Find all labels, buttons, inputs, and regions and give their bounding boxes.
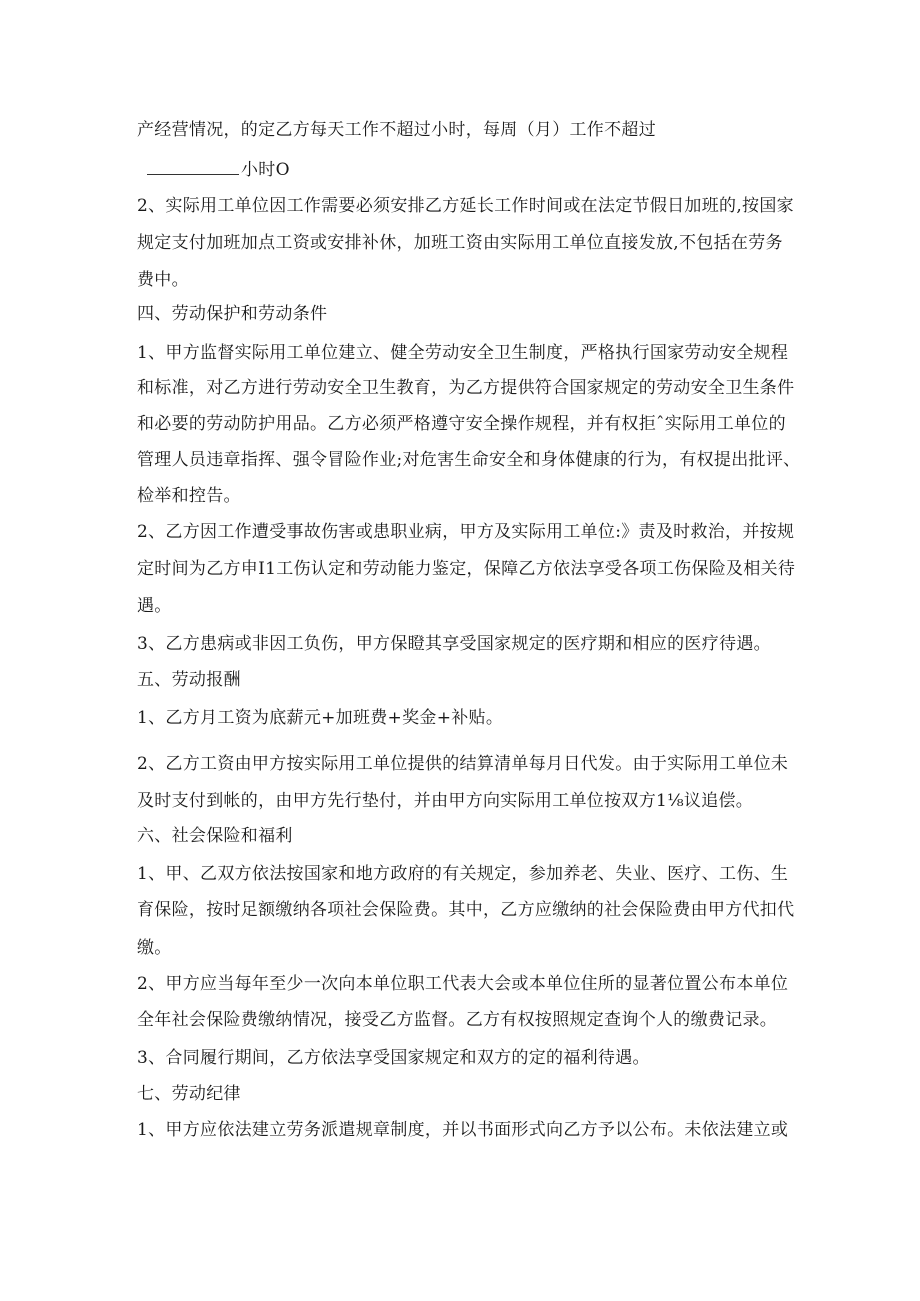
text-line: 和标准，对乙方进行劳动安全卫生教育，为乙方提供符合国家规定的劳动安全卫生条件 (137, 378, 795, 398)
text-line: 及时支付到帐的，由甲方先行垫付，并由甲方向实际用工单位按双方1⅛议追偿。 (137, 791, 754, 811)
text-line: 2、甲方应当每年至少一次向本单位职工代表大会或本单位住所的显著位置公布本单位 (137, 974, 789, 994)
text-line: 1、甲、乙双方依法按国家和地方政府的有关规定，参加养老、失业、医疗、工伤、生 (137, 864, 789, 884)
text-line: 1、乙方月工资为底薪元+加班费+奖金+补贴。 (137, 708, 504, 728)
section-heading: 五、劳动报酬 (137, 670, 241, 690)
text-line: 育保险，按时足额缴纳各项社会保险费。其中，乙方应缴纳的社会保险费由甲方代扣代 (137, 900, 795, 920)
fill-in-blank (147, 156, 239, 175)
section-heading: 六、社会保险和福利 (137, 826, 293, 846)
text-line: 和必要的劳动防护用品。乙方必须严格遵守安全操作规程，并有权拒ˆ实际用工单位的 (137, 414, 786, 434)
text-line: 费中。 (137, 270, 189, 290)
text-line: 全年社会保险费缴纳情况，接受乙方监督。乙方有权按照规定查询个人的缴费记录。 (137, 1010, 778, 1030)
text-line: 2、实际用工单位因工作需要必须安排乙方延长工作时间或在法定节假日加班的,按国家 (137, 196, 794, 216)
text-line: 产经营情况，的定乙方每天工作不超过小时，每周（月）工作不超过 (137, 120, 656, 140)
text-line: 3、乙方患病或非因工负伤，甲方保瞪其享受国家规定的医疗期和相应的医疗待遇。 (137, 634, 771, 654)
text-line: 检举和控告。 (137, 486, 241, 506)
section-heading: 七、劳动纪律 (137, 1084, 241, 1104)
text-line: 3、合同履行期间，乙方依法享受国家规定和双方的定的福利待遇。 (137, 1048, 650, 1068)
text-line: 定时间为乙方申I1工伤认定和劳动能力鉴定，保障乙方依法享受各项工伤保险及相关待 (137, 559, 796, 579)
text-line: 管理人员违章指挥、强令冒险作业;对危害生命安全和身体健康的行为，有权提出批评、 (137, 450, 801, 470)
text-line: 2、乙方因工作遭受事故伤害或患职业病，甲方及实际用工单位:》责及时救治，并按规 (137, 522, 795, 542)
text-line: 遇。 (137, 596, 172, 616)
text-line: 1、甲方监督实际用工单位建立、健全劳动安全卫生制度，严格执行国家劳动安全规程 (137, 343, 789, 363)
text-line: 缴。 (137, 938, 172, 958)
text-line: 2、乙方工资由甲方按实际用工单位提供的结算清单每月日代发。由于实际用工单位未 (137, 754, 789, 774)
text-fragment: 小时O (241, 160, 290, 180)
text-line-with-blank (147, 156, 797, 182)
section-heading: 四、劳动保护和劳动条件 (137, 304, 328, 324)
text-line: 1、甲方应依法建立劳务派遣规章制度，并以书面形式向乙方予以公布。未依法建立或 (137, 1120, 789, 1140)
text-line: 规定支付加班加点工资或安排补休，加班工资由实际用工单位直接发放,不包括在劳务 (137, 233, 783, 253)
